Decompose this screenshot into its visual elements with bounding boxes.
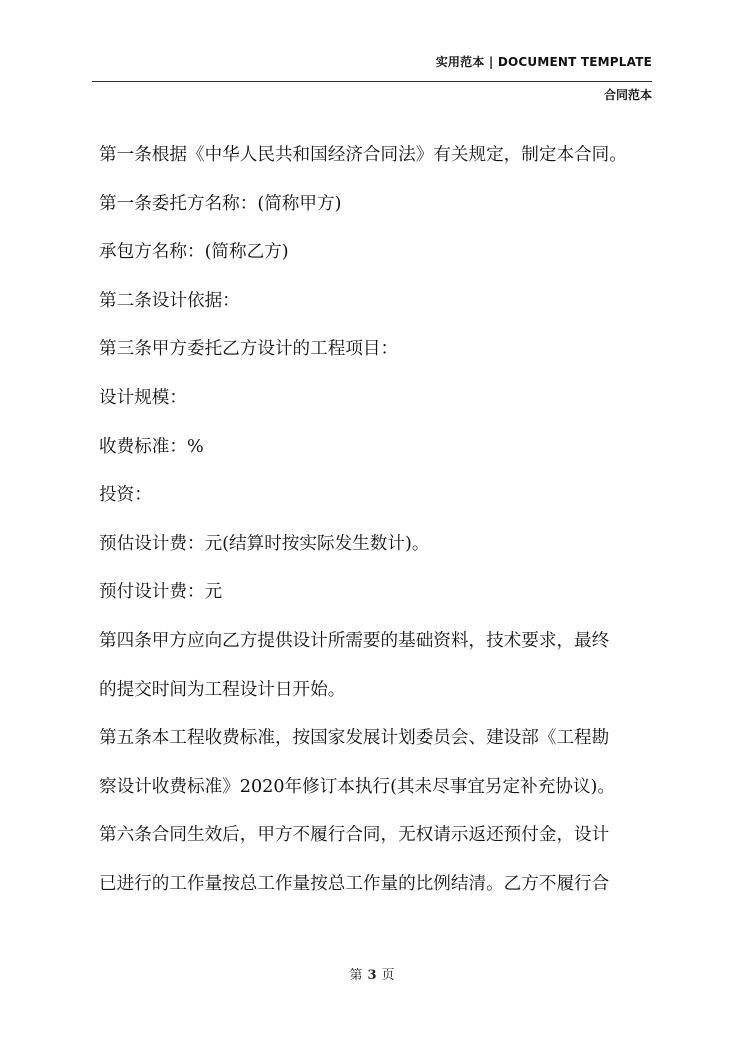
paragraph-line: 第一条根据《中华人民共和国经济合同法》有关规定，制定本合同。	[99, 145, 627, 165]
paragraph-line: 察设计收费标准》2020年修订本执行(其未尽事宜另定补充协议)。	[99, 776, 615, 797]
paragraph-line: 的提交时间为工程设计日开始。	[99, 679, 346, 700]
paragraph-line: 投资：	[99, 485, 152, 506]
paragraph-line: 第三条甲方委托乙方设计的工程项目：	[99, 339, 399, 360]
paragraph-line: 预付设计费：元	[99, 582, 223, 603]
paragraph-line: 第一条委托方名称：(简称甲方)	[99, 193, 342, 214]
paragraph-line: 承包方名称：(简称乙方)	[99, 242, 289, 263]
paragraph-line: 已进行的工作量按总工作量按总工作量的比例结清。乙方不履行合	[99, 873, 610, 894]
page-number-footer	[0, 964, 744, 983]
contract-body	[99, 142, 659, 920]
paragraph-line: 第四条甲方应向乙方提供设计所需要的基础资料，技术要求，最终	[99, 630, 610, 651]
header-divider	[92, 81, 652, 82]
paragraph-line: 第五条本工程收费标准，按国家发展计划委员会、建设部《工程勘	[99, 728, 610, 749]
paragraph-line: 设计规模：	[99, 387, 187, 408]
page-number: 3	[367, 968, 377, 983]
paragraph-line: 第二条设计依据：	[99, 290, 240, 311]
paragraph-line: 预估设计费：元(结算时按实际发生数计)。	[99, 533, 430, 554]
contract-template-label: 合同范本	[603, 88, 652, 102]
paragraph-line: 收费标准：%	[99, 436, 204, 457]
page-suffix: 页	[381, 968, 395, 983]
paragraph-line: 第六条合同生效后，甲方不履行合同，无权请示返还预付金，设计	[99, 825, 610, 846]
page-prefix: 第	[349, 968, 363, 983]
document-template-header: 实用范本 | DOCUMENT TEMPLATE	[435, 55, 652, 69]
